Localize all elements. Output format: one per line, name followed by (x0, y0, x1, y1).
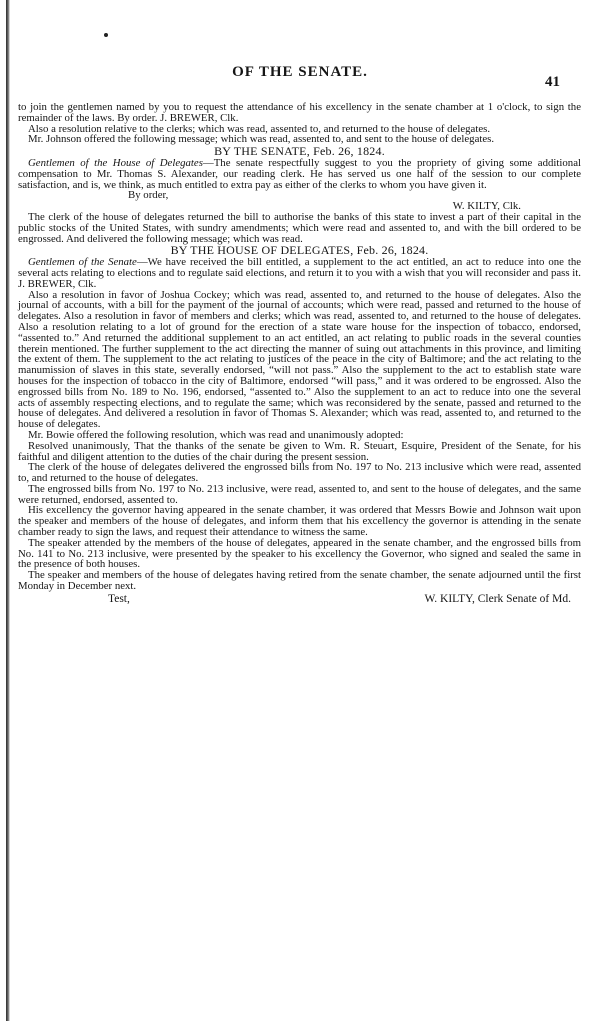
paragraph: Resolved unanimously, That the thanks of the senate be given to Wm. R. Steuart, Esquire, President of the Senate, for his faithful and diligent attention to the duties of the chair during the present session. (18, 439, 581, 463)
salutation: Gentlemen of the Senate (28, 256, 137, 269)
paragraph: to join the gentlemen named by you to request the attendance of his excellency in the senate chamber at 1 o'clock, to sign the remainder of the laws. By order. J. BREWER, Clk. (18, 101, 581, 124)
test-label: Test, (108, 592, 130, 605)
by-order: By order, (128, 189, 169, 202)
clerk-signature: W. KILTY, Clk. (452, 200, 521, 213)
message-paragraph: Gentlemen of the Senate—We have received the bill entitled, a supplement to the act entitled, an act to reduce into one the several acts relating to elections and to regulate said elections, and return it to you with a wish that you will reconsider and pass it. J. BREWER, Clk. (18, 256, 582, 290)
ink-speck (104, 33, 108, 37)
paragraph: The clerk of the house of delegates returned the bill to authorise the banks of this state to invest a part of their capital in the public stocks of the United States, with sundry amendments; which were read and assented to, and with the bill ordered to be engrossed. And delivered the following message; which was read. (18, 210, 581, 245)
page-title: OF THE SENATE. (232, 64, 368, 80)
paragraph: Also a resolution in favor of Joshua Cockey; which was read, assented to, and returned to the house of delegates. Also the journal of accounts, with a bill for the payment of the journal of accounts; which were read, passed and returned to the house of delegates. Also a resolution in favor of members and clerks; which was read, assented to, and returned to the house of delegates. Also a resolution relating to a lot of ground for the erection of a state ware house for the inspection of tobacco, endorsed, “assented to.” And returned the additional supplement to an act entitled, an act relating to public roads in the several counties therein mentioned. The further supplement to the act directing the manner of suing out attachments in this province, and limiting the extent of them. The supplement to the act relating to justices of the peace in the city of Baltimore; and the act relating to the manumission of slaves in this state, severally endorsed, “will not pass.” Also the supplement to the act to establish state ware houses for the inspection of tobacco in the city of Baltimore, endorsed “will pass,” and it was ordered to be engrossed. Also the engrossed bills from No. 189 to No. 196, endorsed, “assented to.” Also the supplement to an act to reduce into one the several acts of assembly respecting elections, and to regulate the same; which was reconsidered by the senate, passed and returned to the house of delegates. And delivered a resolution in favor of Thomas S. Alexander; which was read, assented to, and returned to the house of delegates. (18, 288, 581, 431)
paragraph: The engrossed bills from No. 197 to No. 213 inclusive, were read, assented to, and sent to the house of delegates, and the same were returned, endorsed, assented to. (18, 482, 581, 506)
document-body (18, 102, 581, 605)
page-edge (6, 0, 10, 1021)
paragraph: The clerk of the house of delegates delivered the engrossed bills from No. 197 to No. 213 inclusive which were read, assented to, and returned to the house of delegates. (18, 461, 581, 485)
message-heading: BY THE HOUSE OF DELEGATES, Feb. 26, 1824. (170, 243, 429, 258)
paragraph: Mr. Johnson offered the following message; which was read, assented to, and sent to the house of delegates. (28, 133, 495, 146)
message-paragraph: Gentlemen of the House of Delegates—The senate respectfully suggest to you the propriety of giving some additional compensation to Mr. Thomas S. Alexander, our reading clerk. He has served us one half of the session to our complete satisfaction, and is, we think, as much entitled to extra pay as either of the clerks to whom you have given it. (18, 156, 581, 191)
message-heading: BY THE SENATE, Feb. 26, 1824. (214, 144, 385, 159)
signature-row (18, 594, 581, 605)
paragraph: Also a resolution relative to the clerks; which was read, assented to, and returned to the house of delegates. (28, 122, 491, 135)
signature-name: W. KILTY, Clerk Senate of Md. (424, 592, 571, 605)
paragraph: The speaker attended by the members of the house of delegates, appeared in the senate chamber, and the engrossed bills from No. 141 to No. 213 inclusive, were presented by the speaker to his excellency the Governor, who signed and sealed the same in the presence of both houses. (18, 536, 581, 571)
page-number: 41 (545, 74, 560, 90)
paragraph: The speaker and members of the house of delegates having retired from the senate chamber, the senate adjourned until the first Monday in December next. (18, 569, 581, 593)
salutation: Gentlemen of the House of Delegates (28, 156, 203, 169)
paragraph: His excellency the governor having appeared in the senate chamber, it was ordered that Messrs Bowie and Johnson wait upon the speaker and members of the house of delegates, and inform them that his excellency the governor is attending in the senate chamber ready to sign the laws, and request their attendance to witness the same. (18, 504, 581, 539)
paragraph: Mr. Bowie offered the following resolution, which was read and unanimously adopted: (28, 428, 404, 441)
